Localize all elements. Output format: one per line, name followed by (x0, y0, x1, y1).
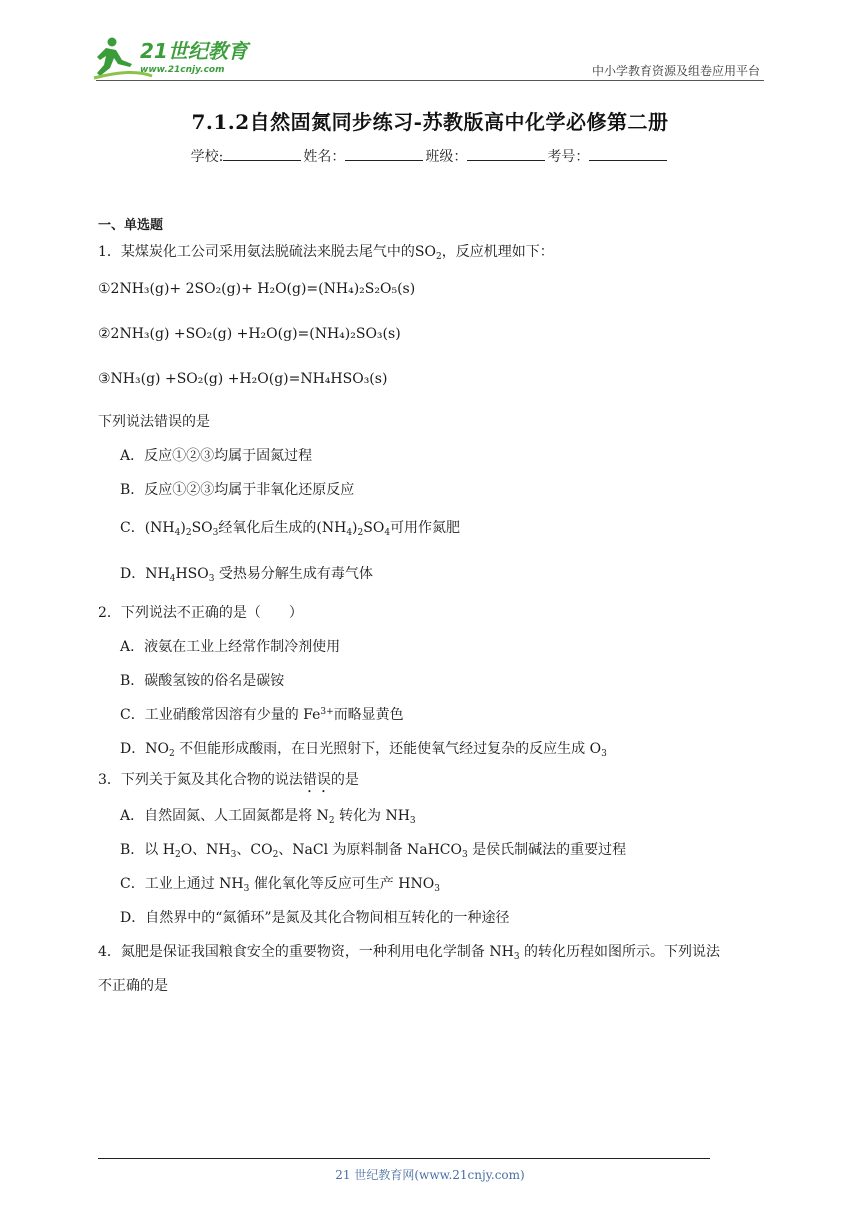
q1-option-d: D．$NH_4HSO_3$ 受热易分解生成有毒气体 (120, 566, 373, 584)
exam-no-label: 考号： (547, 149, 590, 165)
q2-option-a: A．液氨在工业上经常作制冷剂使用 (120, 639, 341, 655)
q3-option-c: C．工业上通过 $NH_3$ 催化氧化等反应可生产 $HNO_3$ (120, 876, 440, 894)
student-info-line (0, 146, 860, 166)
q3-option-d: D．自然界中的“氮循环”是氮及其化合物间相互转化的一种途径 (120, 910, 510, 926)
page-title: 7.1.2自然固氮同步练习-苏教版高中化学必修第二册 (191, 110, 669, 134)
q2-option-c: C．工业硝酸常因溶有少量的 $Fe^{3+}$而略显黄色 (120, 707, 404, 723)
question-4-stem: 4．氮肥是保证我国粮食安全的重要物资，一种利用电化学制备 $NH_3$ 的转化历程如图所示。下列说法 (98, 944, 721, 962)
header-divider (96, 80, 764, 81)
q3-option-b: B．以 $H_2O$、$NH_3$、$CO_2$、NaCl 为原料制备 NaHCO$_3$ 是侯氏制碱法的重要过程 (120, 842, 627, 860)
logo-text: 21世纪教育 (140, 39, 248, 63)
section-title: 一、单选题 (98, 218, 164, 233)
reaction-3: ③NH₃(g) +SO₂(g) +H₂O(g)=NH₄HSO₃(s) (98, 371, 388, 387)
name-blank (345, 146, 423, 161)
name-label: 姓名： (303, 149, 346, 165)
question-1-prompt: 下列说法错误的是 (98, 414, 210, 430)
q1-option-c: C．$(NH_4)_2SO_3$经氧化后生成的$(NH_4)_2SO_4$可用作氮肥 (120, 520, 461, 538)
footer-divider (98, 1158, 710, 1159)
q1-option-b: B．反应①②③均属于非氧化还原反应 (120, 482, 355, 498)
class-label: 班级： (425, 149, 468, 165)
school-blank (223, 146, 301, 161)
q1-option-a: A．反应①②③均属于固氮过程 (120, 448, 313, 464)
reaction-2: ②2NH₃(g) +SO₂(g) +H₂O(g)=(NH₄)₂SO₃(s) (98, 326, 401, 342)
q3-option-a: A．自然固氮、人工固氮都是将 $N_2$ 转化为 $NH_3$ (120, 808, 416, 826)
q2-option-b: B．碳酸氢铵的俗名是碳铵 (120, 673, 285, 689)
logo-url: www.21cnjy.com (140, 65, 225, 75)
question-3-stem: 3．下列关于氮及其化合物的说法错误的是 (98, 772, 359, 788)
q2-option-d: D．$NO_2$ 不但能形成酸雨，在日光照射下，还能使氧气经过复杂的反应生成 $O_3$ (120, 741, 607, 759)
question-2-stem: 2．下列说法不正确的是（ ） (98, 605, 303, 621)
header-platform-text: 中小学教育资源及组卷应用平台 (591, 64, 760, 78)
footer-link[interactable]: 21 世纪教育网(www.21cnjy.com) (335, 1168, 525, 1182)
class-blank (467, 146, 545, 161)
reaction-1: ①2NH₃(g)+ 2SO₂(g)+ H₂O(g)=(NH₄)₂S₂O₅(s) (98, 281, 416, 297)
school-label: 学校: (190, 149, 224, 165)
exam-no-blank (589, 146, 667, 161)
site-logo (92, 34, 272, 80)
question-4-stem-cont: 不正确的是 (98, 978, 168, 994)
question-1-stem: 1．某煤炭化工公司采用氨法脱硫法来脱去尾气中的$SO_2$，反应机理如下： (98, 244, 554, 262)
